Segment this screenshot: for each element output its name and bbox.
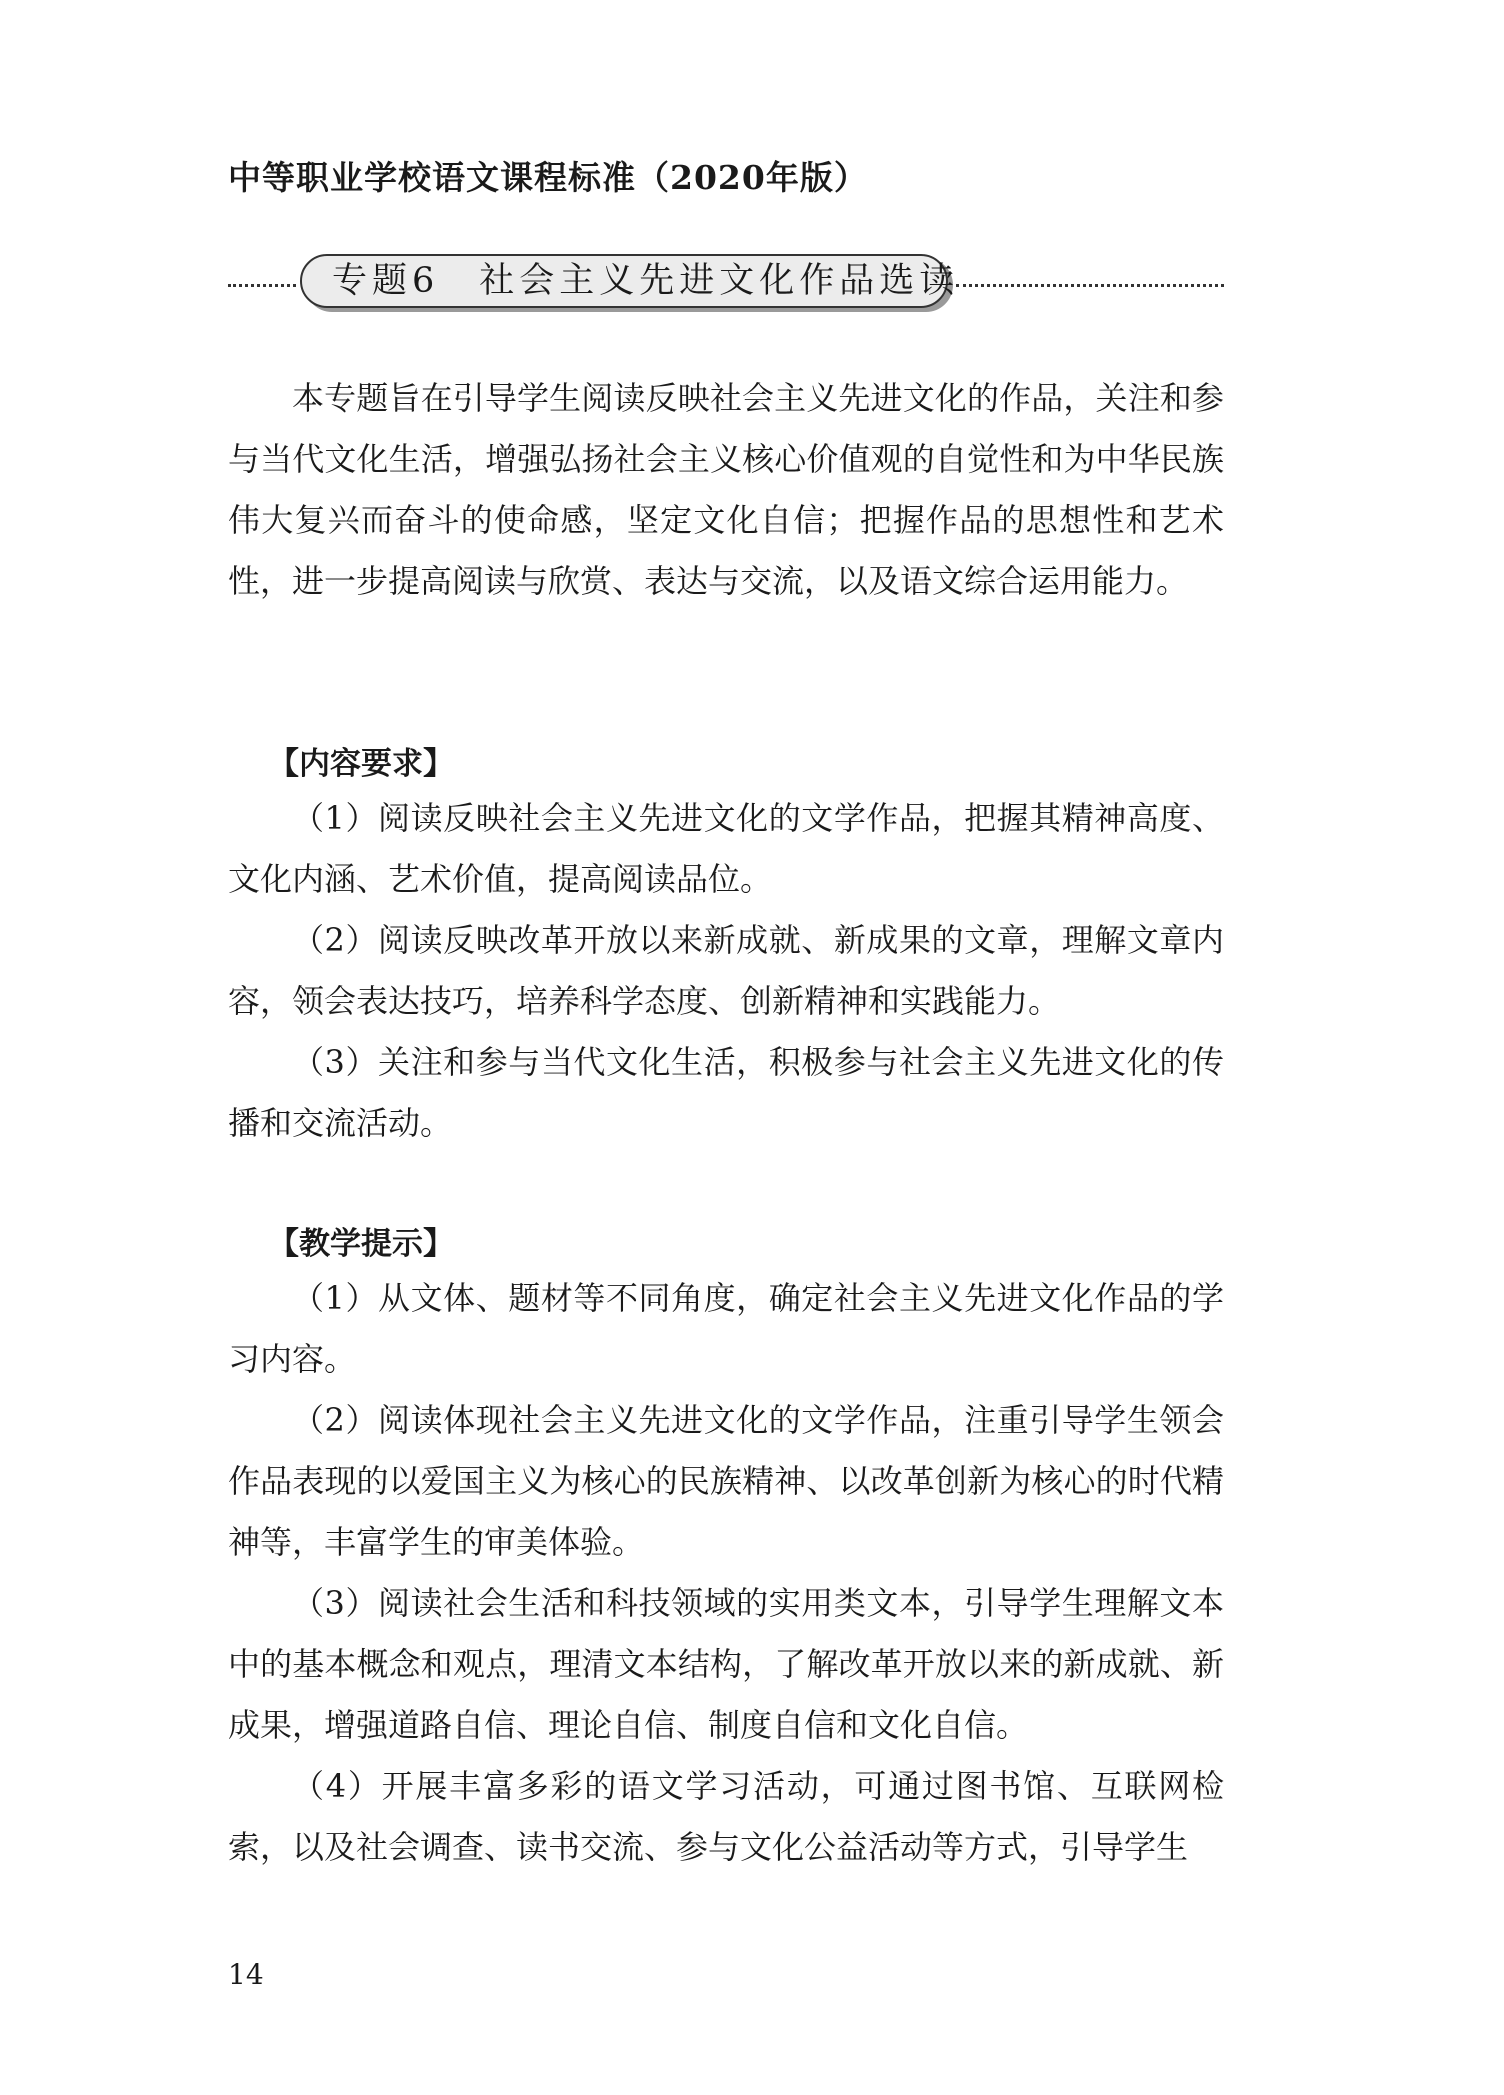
teaching-tip-4: （4）开展丰富多彩的语文学习活动，可通过图书馆、互联网检索，以及社会调查、读书交流、参与文化公益活动等方式，引导学生 bbox=[228, 1767, 1224, 1866]
content-requirement-3: （3）关注和参与当代文化生活，积极参与社会主义先进文化的传播和交流活动。 bbox=[228, 1043, 1224, 1142]
topic-banner bbox=[228, 254, 1224, 314]
teaching-tips-heading: 【教学提示】 bbox=[268, 1226, 454, 1262]
content-requirements-heading: 【内容要求】 bbox=[268, 746, 454, 782]
page-number: 14 bbox=[228, 1958, 264, 1991]
teaching-tip-1: （1）从文体、题材等不同角度，确定社会主义先进文化作品的学习内容。 bbox=[228, 1279, 1224, 1378]
content-requirement-2: （2）阅读反映改革开放以来新成就、新成果的文章，理解文章内容，领会表达技巧，培养科学态度、创新精神和实践能力。 bbox=[228, 921, 1224, 1020]
dotted-rule-left bbox=[228, 284, 296, 287]
intro-paragraph: 本专题旨在引导学生阅读反映社会主义先进文化的作品，关注和参与当代文化生活，增强弘扬社会主义核心价值观的自觉性和为中华民族伟大复兴而奋斗的使命感，坚定文化自信；把握作品的思想性和艺术性，进一步提高阅读与欣赏、表达与交流，以及语文综合运用能力。 bbox=[228, 379, 1224, 600]
topic-title: 专题6 社会主义先进文化作品选读 bbox=[300, 254, 948, 308]
content-requirement-1: （1）阅读反映社会主义先进文化的文学作品，把握其精神高度、文化内涵、艺术价值，提高阅读品位。 bbox=[228, 799, 1224, 898]
teaching-tip-2: （2）阅读体现社会主义先进文化的文学作品，注重引导学生领会作品表现的以爱国主义为核心的民族精神、以改革创新为核心的时代精神等，丰富学生的审美体验。 bbox=[228, 1401, 1224, 1561]
page-header-title: 中等职业学校语文课程标准（2020年版） bbox=[228, 158, 868, 197]
dotted-rule-right bbox=[956, 284, 1224, 287]
teaching-tip-3: （3）阅读社会生活和科技领域的实用类文本，引导学生理解文本中的基本概念和观点，理清文本结构，了解改革开放以来的新成就、新成果，增强道路自信、理论自信、制度自信和文化自信。 bbox=[228, 1584, 1224, 1744]
